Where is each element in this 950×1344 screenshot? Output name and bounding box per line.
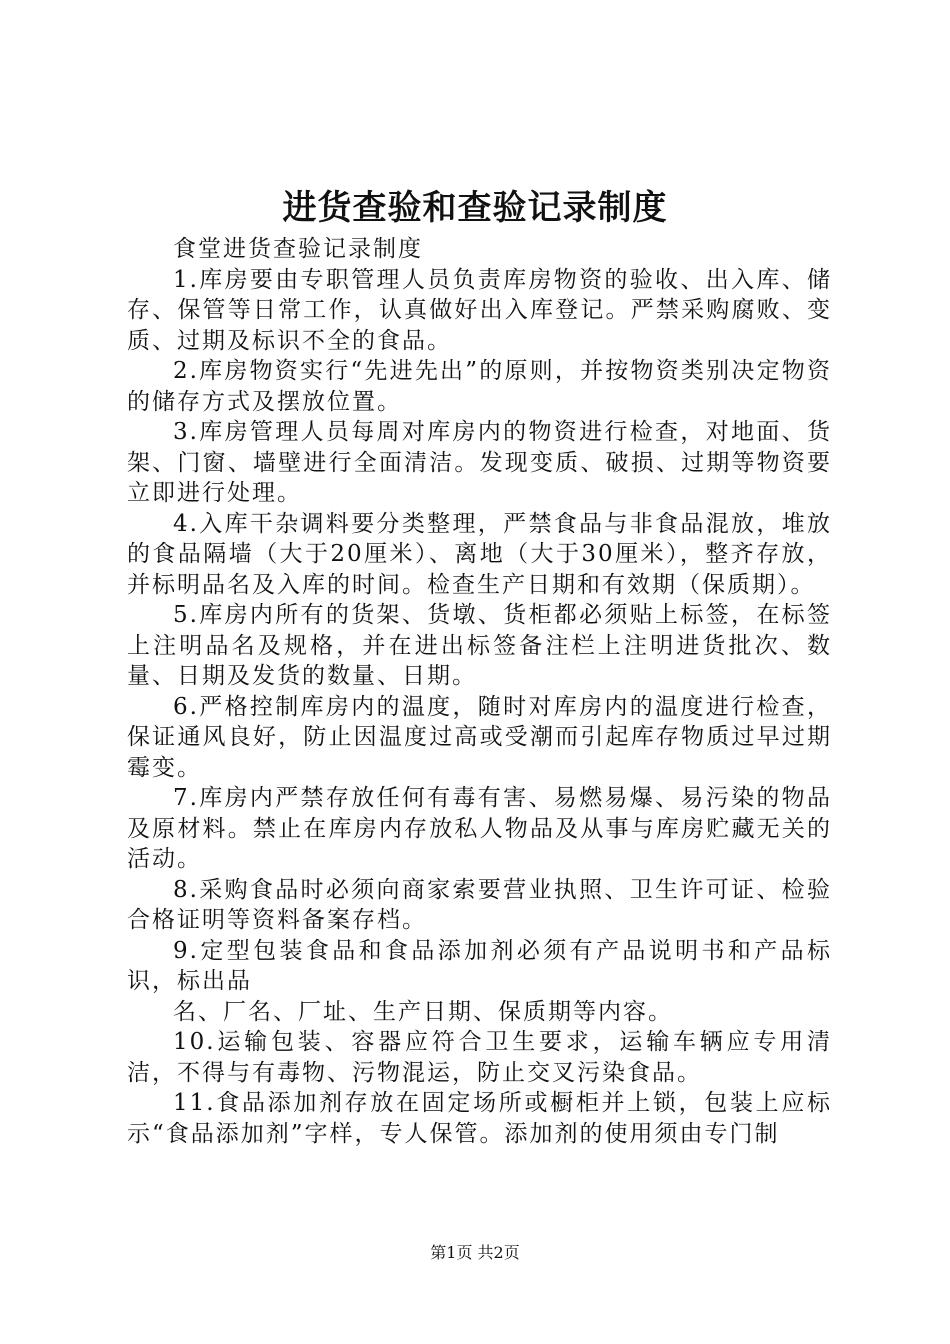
document-body <box>127 234 832 1149</box>
paragraph-subtitle: 食堂进货查验记录制度 <box>173 236 423 262</box>
paragraph-8: 8.采购食品时必须向商家索要营业执照、卫生许可证、检验合格证明等资料备案存档。 <box>127 876 832 933</box>
paragraph-11: 11.食品添加剂存放在固定场所或橱柜并上锁，包装上应标示“食品添加剂”字样，专人保管。添加剂的使用须由专门制 <box>127 1090 832 1147</box>
paragraph-2: 2.库房物资实行“先进先出”的原则，并按物资类别决定物资的储存方式及摆放位置。 <box>127 358 832 415</box>
paragraph-10: 10.运输包装、容器应符合卫生要求，运输车辆应专用清洁，不得与有毒物、污物混运，防止交叉污染食品。 <box>127 1029 832 1086</box>
paragraph-1: 1.库房要由专职管理人员负责库房物资的验收、出入库、储存、保管等日常工作，认真做好出入库登记。严禁采购腐败、变质、过期及标识不全的食品。 <box>127 266 832 354</box>
paragraph-5: 5.库房内所有的货架、货墩、货柜都必须贴上标签，在标签上注明品名及规格，并在进出标签备注栏上注明进货批次、数量、日期及发货的数量、日期。 <box>127 602 832 689</box>
paragraph-7: 7.库房内严禁存放任何有毒有害、易燃易爆、易污染的物品及原材料。禁止在库房内存放私人物品及从事与库房贮藏无关的活动。 <box>127 785 832 872</box>
document-title: 进货查验和查验记录制度 <box>282 188 668 228</box>
paragraph-4: 4.入库干杂调料要分类整理，严禁食品与非食品混放，堆放的食品隔墙（大于20厘米）、离地（大于30厘米），整齐存放，并标明品名及入库的时间。检查生产日期和有效期（保质期）。 <box>127 510 832 598</box>
paragraph-9-continued: 名、厂名、厂址、生产日期、保质期等内容。 <box>173 998 673 1025</box>
paragraph-6: 6.严格控制库房内的温度，随时对库房内的温度进行检查，保证通风良好，防止因温度过高或受潮而引起库存物质过早过期霉变。 <box>127 693 832 781</box>
page-number-footer: 第1页 共2页 <box>430 1243 520 1262</box>
paragraph-9: 9.定型包装食品和食品添加剂必须有产品说明书和产品标识，标出品 <box>127 937 832 994</box>
paragraph-3: 3.库房管理人员每周对库房内的物资进行检查，对地面、货架、门窗、墙壁进行全面清洁。发现变质、破损、过期等物资要立即进行处理。 <box>127 419 832 506</box>
